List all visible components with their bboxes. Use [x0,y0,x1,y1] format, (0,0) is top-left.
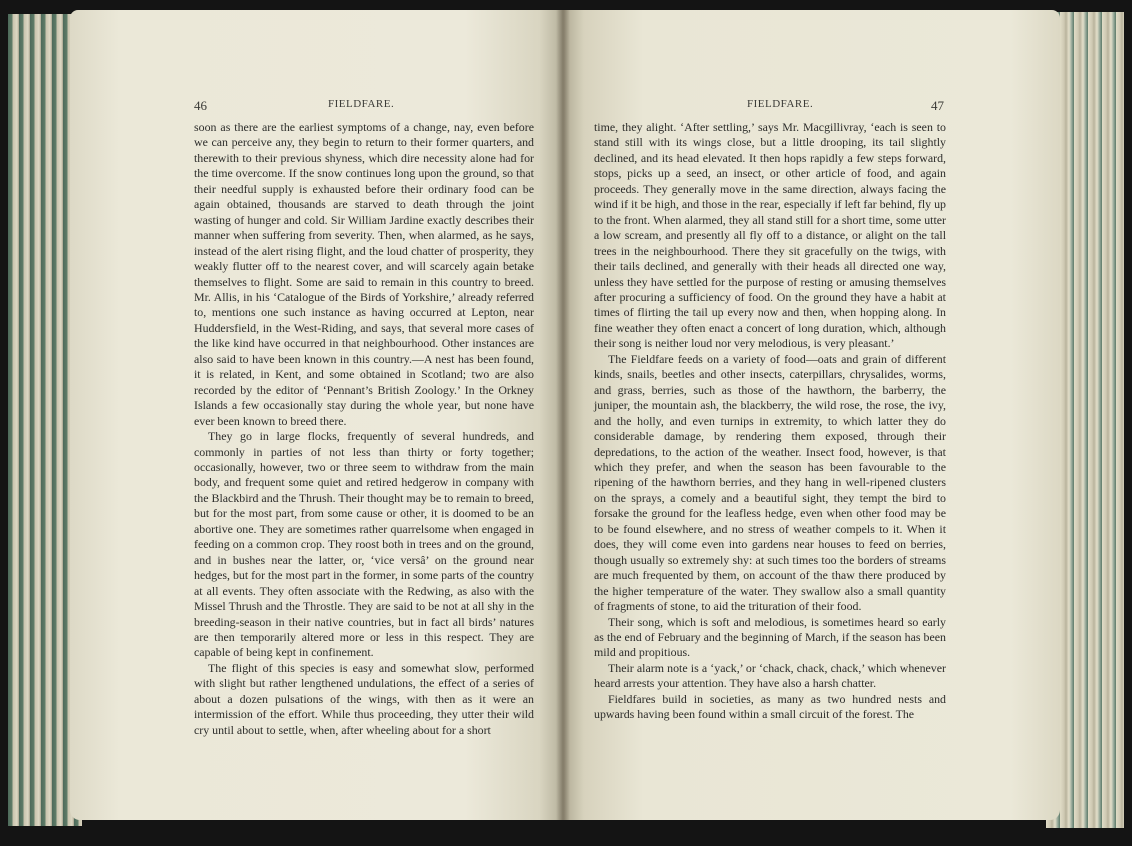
paragraph: They go in large flocks, frequently of several hundreds, and commonly in parties of not less than thirty or forty together; occasionally, however, two or three seem to withdraw from the main body, and frequent some quiet and retired hedgerow in company with the Blackbird and the Thrush. Their thought may be to remain to breed, but for the most part, from some cause or other, it is doomed to be an abortive one. They are sometimes rather quarrelsome when engaged in feeding on a common crop. They roost both in trees and on the ground, and in bushes near the latter, or, ‘vice versâ’ on the ground near hedges, but for the most part in the former, in some parts of the country at all events. They often associate with the Redwing, as also with the Missel Thrush and the Throstle. They are said to be not at all shy in the breeding-season in their native countries, but in fact all birds’ natures are then temporarily altered more or less in this respect. They are capable of being kept in confinement. [194,429,534,660]
paragraph: Fieldfares build in societies, as many as two hundred nests and upwards having been found within a small circuit of the forest. The [594,691,946,722]
paragraph: soon as there are the earliest symptoms of a change, nay, even before we can perceive any, they begin to return to their former quarters, and therewith to their previous shyness, which dire necessity alone had for the time overcome. If the snow continues long upon the ground, so that their needful supply is exhausted before their ordinary food can be again obtained, thousands are starved to death through the joint wasting of hunger and cold. Sir William Jardine exactly describes their manner when suffering from severity. Then, when alarmed, as he says, instead of the alert rising flight, and the loud chatter of prosperity, they weakly flutter off to the nearest cover, and will scarcely again betake themselves to flight. Some are said to remain in this country to breed. Mr. Allis, in his ‘Catalogue of the Birds of Yorkshire,’ already referred to, mentions one such instance as having occurred at Lepton, near Huddersfield, in the West-Riding, and says, that several more cases of the like kind have occurred in that neighbourhood. Other instances are also said to have been known in this country.—A nest has been found, it is related, in Kent, and some obtained in Scotland; two are also recorded by the editor of ‘Pennant’s British Zoology.’ In the Orkney Islands a few occasionally stay during the whole year, but none have ever been known to breed there. [194,120,534,428]
paragraph: time, they alight. ‘After settling,’ says Mr. Macgillivray, ‘each is seen to stand still with its wings close, but a little drooping, its tail slightly declined, and its head elevated. It then hops rapidly a few steps forward, stops, picks up a seed, an insect, or other article of food, and again proceeds. They generally move in the same direction, always facing the wind if it be high, and those in the rear, especially if left far behind, fly up to the front. When alarmed, they all stand still for a short time, some utter a low scream, and presently all fly off to a distance, or alight on the tall trees in the neighbourhood. There they sit gracefully on the twigs, with their tails declined, and generally with their heads all directed one way, unless they have settled for the purpose of resting or amusing themselves after procuring a sufficiency of food. On the ground they have a habit at times of flirting the tail up every now and then, when hopping along. In fine weather they often enact a concert of long duration, which, although their song is neither loud nor very melodious, is very pleasant.’ [594,120,946,351]
right-page-text [594,120,946,723]
paragraph: The Fieldfare feeds on a variety of food—oats and grain of different kinds, snails, beetles and other insects, caterpillars, chrysalides, worms, and grass, berries, such as those of the hawthorn, the barberry, the juniper, the mountain ash, the blackberry, the wild rose, the rose, the ivy, and the holly, and even turnips in extremity, to which latter they do considerable damage, by rendering them exposed, through their depredations, to the action of the weather. Insect food, however, is that which they prefer, and when the season has been favourable to the ripening of the hawthorn berries, and they hang in well-ripened clusters on the sprays, a comely and a beautiful sight, they tempt the bird to forsake the ground for the leafless hedge, even when other food may be to be found elsewhere, and no stress of weather compels to it. When it does, they will come even into gardens near houses to feed on berries, though usually so extremely shy: at such times too the borders of streams are much frequented by them, on account of the thaw there produced by the higher temperature of the water. They swallow also a small quantity of fragments of stone, to aid the trituration of their food. [594,351,946,614]
paragraph: Their alarm note is a ‘yack,’ or ‘chack, chack, chack,’ which whenever heard arrests your attention. They have also a harsh chatter. [594,660,946,691]
left-running-head: FIELDFARE. [328,98,395,110]
left-page-text [194,120,534,738]
right-page-number: 47 [931,98,944,113]
left-page-number: 46 [194,98,207,113]
paragraph: The flight of this species is easy and somewhat slow, performed with slight but rather lengthened undulations, the effect of a series of about a dozen pulsations of the wings, with then as it were an intermission of the effort. While thus proceeding, they utter their wild cry until about to settle, when, after wheeling about for a short [194,660,534,737]
paragraph: Their song, which is soft and melodious, is sometimes heard so early as the end of February and the beginning of March, if the season has been mild and propitious. [594,614,946,660]
right-running-head: FIELDFARE. [747,98,814,110]
book-gutter [556,10,570,820]
